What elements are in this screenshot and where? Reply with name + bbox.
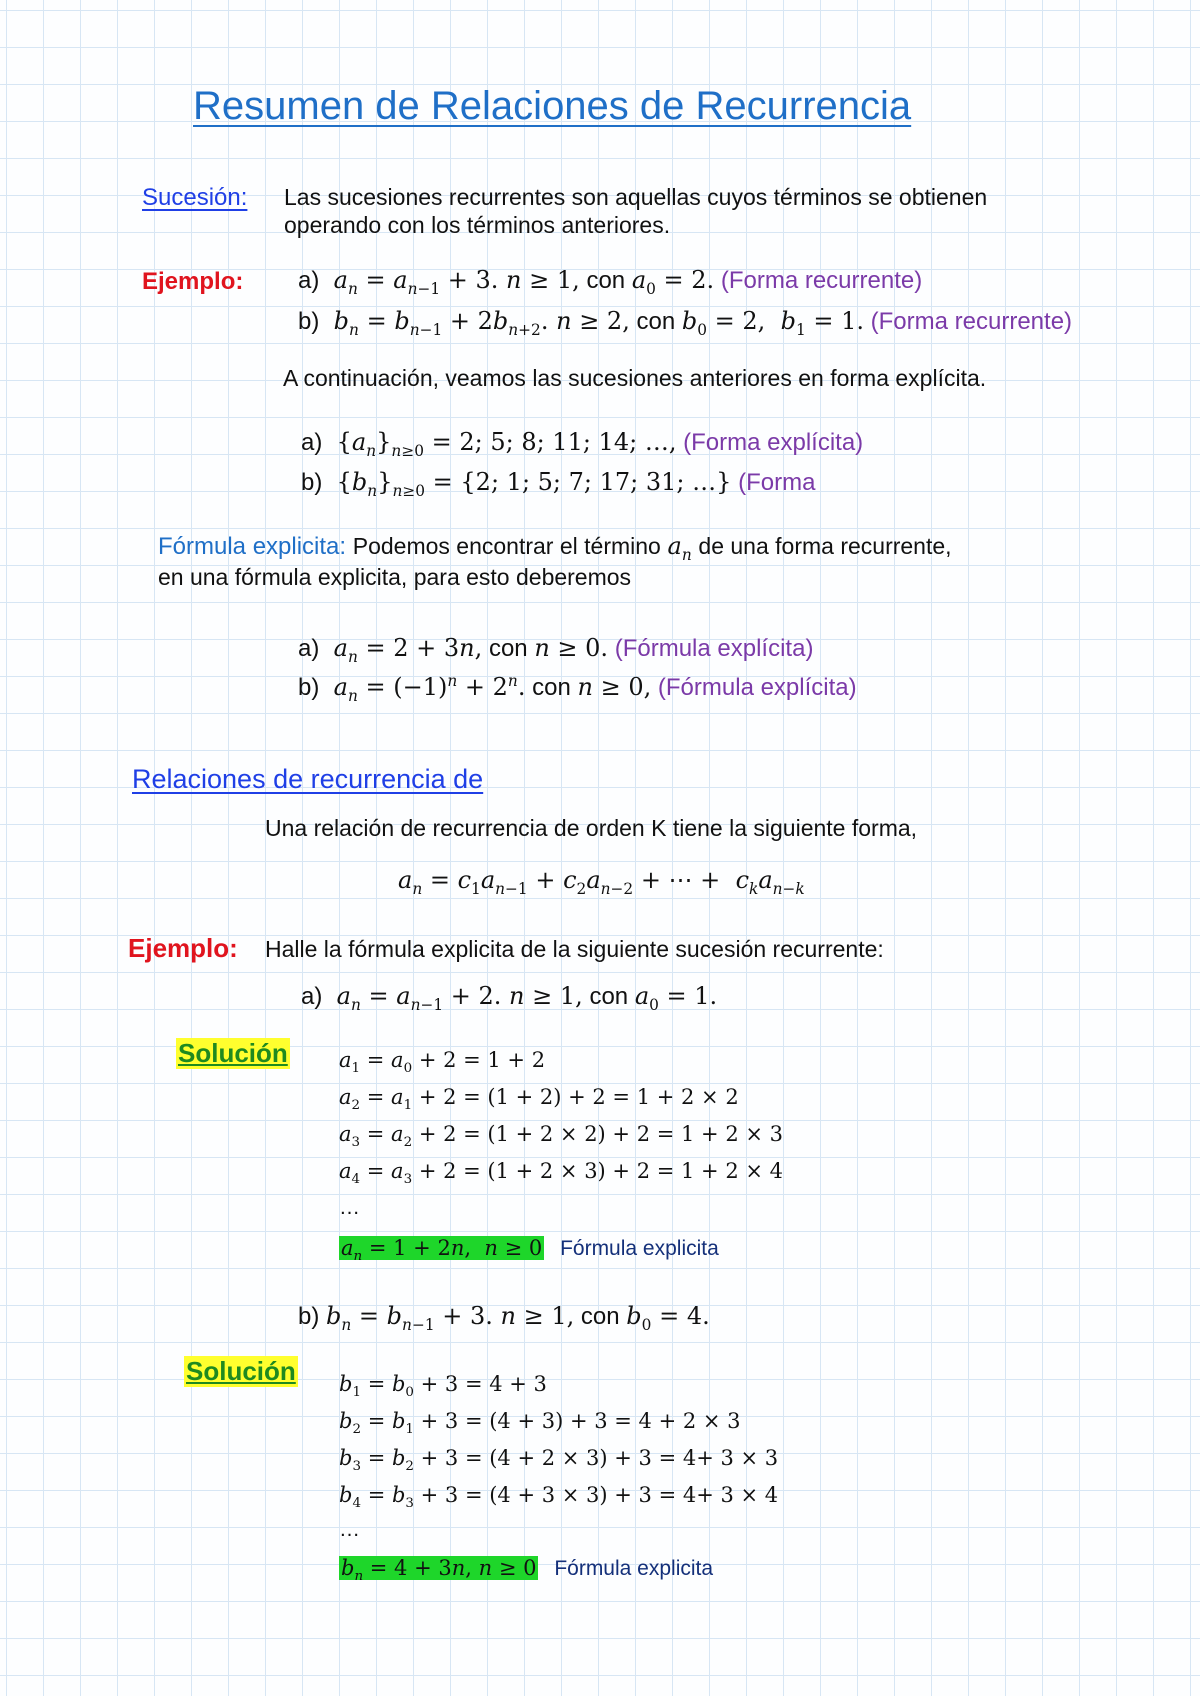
relaciones-heading: Relaciones de recurrencia de <box>132 764 484 794</box>
relaciones-intro: Una relación de recurrencia de orden K tiene la siguiente forma, <box>265 815 918 841</box>
page-title: Resumen de Relaciones de Recurrencia <box>193 84 912 128</box>
formula-intro-line-2: en una fórmula explicita, para esto deberemos <box>158 564 632 590</box>
sucesion-label: Sucesión: <box>142 184 248 211</box>
solution-a-step-4: $a_4 = a_3 + 2 = (1 + 2 \times 3) + 2 = 1 + 2 \times 4$ <box>339 1159 783 1188</box>
sucesion-line-2: operando con los términos anteriores. <box>284 212 671 238</box>
ejemplo-label: Ejemplo: <box>142 268 244 295</box>
forma-explicita-tag-b: (Forma <box>738 469 816 496</box>
ejemplo2-label: Ejemplo: <box>128 933 238 963</box>
continuacion-text: A continuación, veamos las sucesiones anteriores en forma explícita. <box>283 365 987 391</box>
formula-explicita-tag-b: (Fórmula explícita) <box>657 674 857 701</box>
solution-a-ellipsis: … <box>339 1196 360 1219</box>
result-note-a: Fórmula explicita <box>560 1237 719 1260</box>
solution-b-step-1: $b_1 = b_0 + 3 = 4 + 3$ <box>339 1372 547 1401</box>
formula-intro-line-1: Fórmula explicita: Podemos encontrar el término $a_n$ de una forma recurrente, <box>158 532 952 564</box>
explicit-list-b: b) $\{b_n\}_{n\ge 0} = \{2$; 1; 5; 7; 17; 31; …} (Forma <box>301 468 816 500</box>
formula-a: a) $a_n = 2 + 3n$, con n ≥ 0. (Fórmula explícita) <box>298 634 814 666</box>
recurrence-b: b) $b_n = b_{n-1} + 2b_{n+2}$. n ≥ 2, con $b_0 = 2$, $b_1 = 1$. (Forma recurrente) <box>298 307 1073 339</box>
explicit-list-a: a) $\{a_n\}_{n\ge 0} = 2$; 5; 8; 11; 14; …, (Forma explícita) <box>301 428 864 460</box>
sucesion-line-1: Las sucesiones recurrentes son aquellas cuyos términos se obtienen <box>284 184 988 210</box>
solucion-label-a: Solución <box>178 1038 288 1068</box>
forma-recurrente-tag-b: (Forma recurrente) <box>870 308 1073 335</box>
result-note-b: Fórmula explicita <box>554 1557 714 1580</box>
forma-recurrente-tag-a: (Forma recurrente) <box>720 267 923 294</box>
general-recurrence-formula: $a_n = c_1a_{n-1} + c_2a_{n-2}$ + ⋯ + $c_ka_{n-k}$ <box>398 866 805 898</box>
ejemplo2-intro: Halle la fórmula explicita de la siguiente sucesión recurrente: <box>265 936 884 962</box>
forma-explicita-tag-a: (Forma explícita) <box>683 429 864 456</box>
formula-label: Fórmula explicita: <box>158 533 347 560</box>
ejemplo2-recurrence-b: b) $b_n = b_{n-1} + 3$. n ≥ 1, con $b_0 = 4$. <box>298 1302 710 1334</box>
solution-b-step-3: $b_3 = b_2 + 3 = (4 + 2 \times 3) + 3 = 4+ 3 \times 3$ <box>339 1446 779 1475</box>
solution-a-step-1: $a_1 = a_0 + 2 = 1 + 2$ <box>339 1048 546 1077</box>
solution-a-step-2: $a_2 = a_1 + 2 = (1 + 2) + 2 = 1 + 2 \times 2$ <box>339 1085 739 1114</box>
formula-text-b: de una forma recurrente, <box>698 533 952 559</box>
solution-a-step-3: $a_3 = a_2 + 2 = (1 + 2 \times 2) + 2 = 1 + 2 \times 3$ <box>339 1122 783 1151</box>
solution-b-step-4: $b_4 = b_3 + 3 = (4 + 3 \times 3) + 3 = 4+ 3 \times 4$ <box>339 1483 779 1512</box>
formula-b: b) $a_n = (-1)^n + 2^n$. con n ≥ 0, (Fórmula explícita) <box>298 672 857 705</box>
solution-b-step-2: $b_2 = b_1 + 3 = (4 + 3) + 3 = 4 + 2 \times 3$ <box>339 1409 741 1438</box>
solution-b-result: $b_n = 4 + 3n$, n ≥ 0 Fórmula explicita <box>341 1556 714 1585</box>
solution-a-result: $a_n = 1 + 2n$, n ≥ 0 Fórmula explicita <box>341 1236 719 1265</box>
formula-explicita-tag-a: (Fórmula explícita) <box>614 635 814 662</box>
ejemplo2-recurrence-a: a) $a_n = a_{n-1} + 2$. n ≥ 1, con $a_0 = 1$. <box>301 982 718 1014</box>
recurrence-a: a) $a_n = a_{n-1} + 3$. n ≥ 1, con $a_0 = 2$. (Forma recurrente) <box>298 266 923 298</box>
formula-text-a: Podemos encontrar el término <box>352 533 661 559</box>
solucion-label-b: Solución <box>186 1356 296 1386</box>
solution-b-ellipsis: … <box>339 1518 360 1541</box>
